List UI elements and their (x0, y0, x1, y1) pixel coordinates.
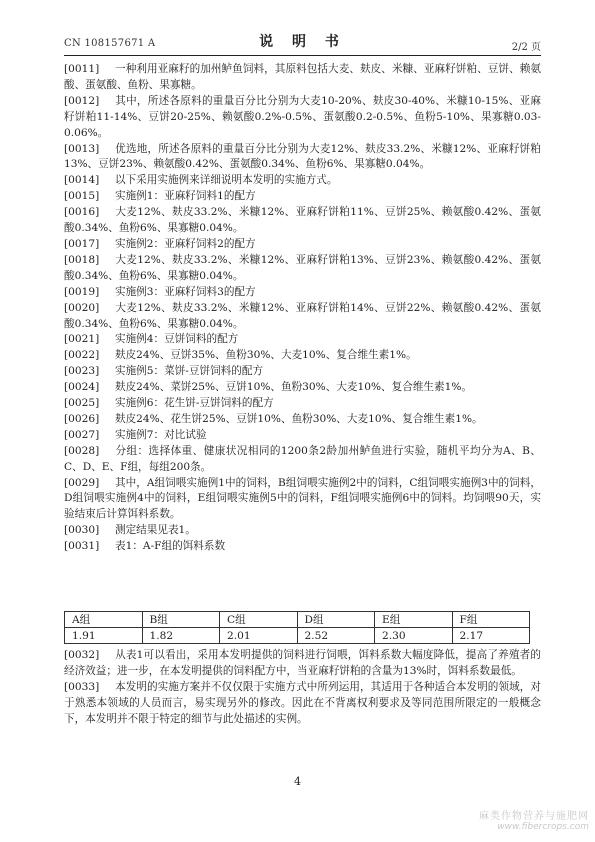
paragraph (64, 539, 541, 555)
paragraph-text: 实施例2：亚麻籽饲料2的配方 (115, 237, 256, 250)
paragraph-number: [0026] (64, 412, 100, 425)
paragraph (64, 332, 541, 348)
paragraph-number: [0027] (64, 428, 100, 441)
paragraph-number: [0014] (64, 174, 100, 187)
table-header-cell: E组 (375, 612, 453, 628)
watermark-site-name: 麻类作物营养与施肥网 (479, 811, 589, 822)
paragraph (64, 444, 541, 476)
patent-number: CN 108157671 A (64, 38, 156, 49)
paragraph (64, 396, 541, 412)
document-title: 说 明 书 (259, 34, 346, 50)
paragraph-text: 一种利用亚麻籽的加州鲈鱼饲料，其原料包括大麦、麸皮、米糠、亚麻籽饼粕、豆饼、赖氨酸、蛋氨酸、鱼粉、果寡糖。 (64, 63, 541, 91)
watermark-url: www.fibercrops.com (497, 822, 589, 832)
paragraph-number: [0018] (64, 253, 100, 266)
paragraph-text: 实施例4：豆饼饲料的配方 (115, 333, 239, 346)
page-number: 4 (294, 775, 301, 788)
paragraph-number: [0030] (64, 524, 100, 537)
paragraph-text: 分组：选择体重、健康状况相同的1200条2龄加州鲈鱼进行实验，随机平均分为A、B、C、D、E、F组，每组200条。 (64, 444, 541, 473)
paragraph-text: 从表1可以看出，采用本发明提供的饲料进行饲喂，饵料系数大幅度降低，提高了养殖者的经济效益；进一步，在本发明提供的饲料配方中，当亚麻籽饼粕的含量为13%时，饵料系数最低。 (64, 649, 541, 677)
paragraph-text: 实施例1：亚麻籽饲料1的配方 (115, 190, 256, 203)
paragraph-text: 麸皮24%、豆饼35%、鱼粉30%、大麦10%、复合维生素1%。 (115, 349, 417, 362)
paragraph-text: 实施例3：亚麻籽饲料3的配方 (115, 285, 256, 298)
table-cell: 1.91 (65, 628, 143, 644)
paragraph-text: 测定结果见表1。 (115, 524, 196, 537)
paragraph-text: 大麦12%、麸皮33.2%、米糠12%、亚麻籽饼粕13%、豆饼23%、赖氨酸0.42%、蛋氨酸0.34%、鱼粉6%、果寡糖0.04%。 (64, 253, 541, 282)
paragraph-number: [0015] (64, 190, 100, 203)
paragraph-number: [0025] (64, 397, 100, 410)
paragraph-text: 本发明的实施方案并不仅仅限于实施方式中所列运用，其适用于各种适合本发明的领域，对于熟悉本领域的人员而言，易实现另外的修改。因此在不背离权利要求及等同范围所限定的一般概念下，本发明并不限于特定的细节与此处描述的实例。 (64, 680, 541, 725)
paragraph-number: [0012] (64, 94, 100, 107)
paragraph (64, 476, 541, 524)
paragraph-text: 大麦12%、麸皮33.2%、米糠12%、亚麻籽饼粕11%、豆饼25%、赖氨酸0.42%、蛋氨酸0.34%、鱼粉6%、果寡糖0.04%。 (64, 206, 541, 235)
paragraph (64, 523, 541, 539)
paragraph-number: [0029] (64, 476, 100, 489)
paragraph (64, 680, 541, 728)
paragraph-text: 麸皮24%、花生饼25%、豆饼10%、鱼粉30%、大麦10%、复合维生素1%。 (115, 412, 483, 425)
feed-coefficient-table (64, 611, 530, 644)
paragraph-text: 优选地，所述各原料的重量百分比分别为大麦12%、麸皮33.2%、米糠12%、亚麻籽饼粕13%、豆饼23%、赖氨酸0.42%、蛋氨酸0.34%、鱼粉6%、果寡糖0.04%。 (64, 142, 541, 171)
table-header-cell: F组 (452, 612, 530, 628)
paragraph (64, 94, 541, 142)
paragraph-text: 以下采用实施例来详细说明本发明的实施方式。 (115, 174, 338, 187)
description-body (64, 62, 541, 555)
paragraph-text: 大麦12%、麸皮33.2%、米糠12%、亚麻籽饼粕14%、豆饼22%、赖氨酸0.42%、蛋氨酸0.34%、鱼粉6%、果寡糖0.04%。 (64, 301, 541, 330)
table-cell: 2.52 (297, 628, 375, 644)
table-row (65, 628, 530, 644)
table-header-cell: B组 (142, 612, 220, 628)
paragraph (64, 364, 541, 380)
paragraph (64, 62, 541, 94)
paragraph-number: [0032] (64, 649, 100, 661)
paragraph-number: [0033] (64, 680, 100, 693)
paragraph (64, 380, 541, 396)
paragraph (64, 285, 541, 301)
header-rule (64, 55, 541, 56)
paragraph (64, 142, 541, 174)
paragraph-text: 其中，所述各原料的重量百分比分别为大麦10-20%、麸皮30-40%、米糠10-15%、亚麻籽饼粕11-14%、豆饼20-25%、赖氨酸0.2%-0.5%、蛋氨酸0.2-0.5%、鱼粉5-10%、果寡糖0.03-0.06%。 (64, 94, 541, 139)
paragraph (64, 348, 541, 364)
table-header-row (65, 612, 530, 628)
paragraph-text: 实施例5：菜饼-豆饼饲料的配方 (115, 365, 264, 378)
paragraph (64, 189, 541, 205)
table-header-cell: D组 (297, 612, 375, 628)
paragraph-text: 实施例7：对比试验 (115, 428, 207, 441)
paragraph-number: [0031] (64, 540, 100, 553)
paragraph-text: 表1：A-F组的饵料系数 (115, 540, 226, 553)
page-indicator: 2/2 页 (511, 42, 541, 53)
paragraph-number: [0020] (64, 301, 100, 314)
paragraph (64, 428, 541, 444)
paragraph-number: [0024] (64, 381, 100, 394)
table-cell: 2.17 (452, 628, 530, 644)
paragraph-text: 麸皮24%、菜饼25%、豆饼10%、鱼粉30%、大麦10%、复合维生素1%。 (115, 381, 473, 394)
paragraph-number: [0022] (64, 349, 100, 362)
table-cell: 2.01 (220, 628, 298, 644)
paragraph-number: [0013] (64, 142, 100, 155)
table-cell: 1.82 (142, 628, 220, 644)
paragraph-number: [0016] (64, 206, 100, 219)
description-body-continued (64, 648, 541, 728)
paragraph-number: [0023] (64, 365, 100, 378)
paragraph-number: [0019] (64, 285, 100, 298)
paragraph-number: [0021] (64, 333, 100, 346)
paragraph (64, 237, 541, 253)
paragraph (64, 301, 541, 333)
table-header-cell: A组 (65, 612, 143, 628)
paragraph-text: 其中，A组饲喂实施例1中的饲料，B组饲喂实施例2中的饲料，C组饲喂实施例3中的饲料，D组饲喂实施例4中的饲料，E组饲喂实施例5中的饲料，F组饲喂实施例6中的饲料。均饲喂90天，实验结束后计算饵料系数。 (64, 476, 541, 521)
table-cell: 2.30 (375, 628, 453, 644)
paragraph-number: [0011] (64, 63, 100, 75)
paragraph (64, 173, 541, 189)
watermark (479, 807, 589, 832)
paragraph (64, 412, 541, 428)
table-header-cell: C组 (220, 612, 298, 628)
paragraph-text: 实施例6：花生饼-豆饼饲料的配方 (115, 397, 274, 410)
paragraph (64, 253, 541, 285)
page-header (64, 29, 541, 53)
paragraph (64, 648, 541, 680)
paragraph (64, 205, 541, 237)
paragraph-number: [0028] (64, 444, 100, 457)
paragraph-number: [0017] (64, 237, 100, 250)
